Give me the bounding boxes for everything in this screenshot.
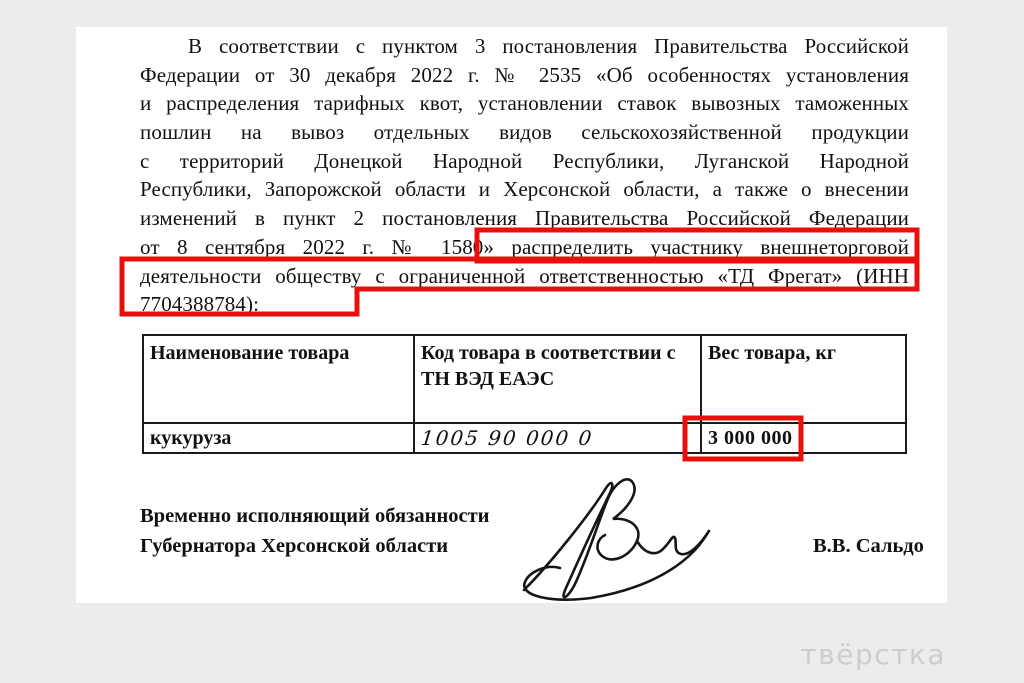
signature-handwritten xyxy=(494,472,744,602)
table-cell-product-name: кукуруза xyxy=(143,423,414,453)
paragraph-line: и распределения тарифных квот, установлении ставок вывозных таможенных xyxy=(140,91,909,116)
paragraph-segment: от 8 сентября 2022 г. № 1580» xyxy=(140,234,495,259)
table-cell-weight: 3 000 000 xyxy=(701,423,906,453)
document-paragraph xyxy=(140,32,909,319)
table-header-row xyxy=(143,335,906,423)
goods-table-container xyxy=(142,334,907,454)
table-cell-product-code-handwritten: 1005 90 000 0 xyxy=(412,423,702,453)
paragraph-line xyxy=(140,233,909,262)
signer-title-line2: Губернатора Херсонской области xyxy=(140,535,449,557)
paragraph-line: с территорий Донецкой Народной Республики, Луганской Народной xyxy=(140,148,909,173)
document-page xyxy=(76,27,947,603)
paragraph-line: Республики, Запорожской области и Херсонской области, а также о внесении xyxy=(140,177,909,202)
table-row xyxy=(143,423,906,453)
table-header-product-code: Код товара в соответствии с ТН ВЭД ЕАЭС xyxy=(414,335,701,423)
signer-title-line1: Временно исполняющий обязанности xyxy=(140,505,490,527)
verstka-watermark: твёрстка xyxy=(800,638,946,671)
table-header-product-name: Наименование товара xyxy=(143,335,414,423)
highlighted-phrase: распределить участнику внешнеторговой xyxy=(511,234,909,259)
paragraph-line: изменений в пункт 2 постановления Правительства Российской Федерации xyxy=(140,206,909,231)
paragraph-line: пошлин на вывоз отдельных видов сельскохозяйственной продукции xyxy=(140,120,909,145)
highlighted-paragraph-line: 7704388784): xyxy=(140,292,260,317)
highlighted-paragraph-line: деятельности обществу с ограниченной ответственностью «ТД Фрегат» (ИНН xyxy=(140,263,909,288)
table-header-weight: Вес товара, кг xyxy=(701,335,906,423)
goods-table xyxy=(142,334,907,454)
paragraph-line: Федерации от 30 декабря 2022 г. № 2535 «Об особенностях установления xyxy=(140,62,909,87)
paragraph-line: В соответствии с пунктом 3 постановления Правительства Российской xyxy=(188,34,909,58)
signer-name: В.В. Сальдо xyxy=(813,535,924,557)
